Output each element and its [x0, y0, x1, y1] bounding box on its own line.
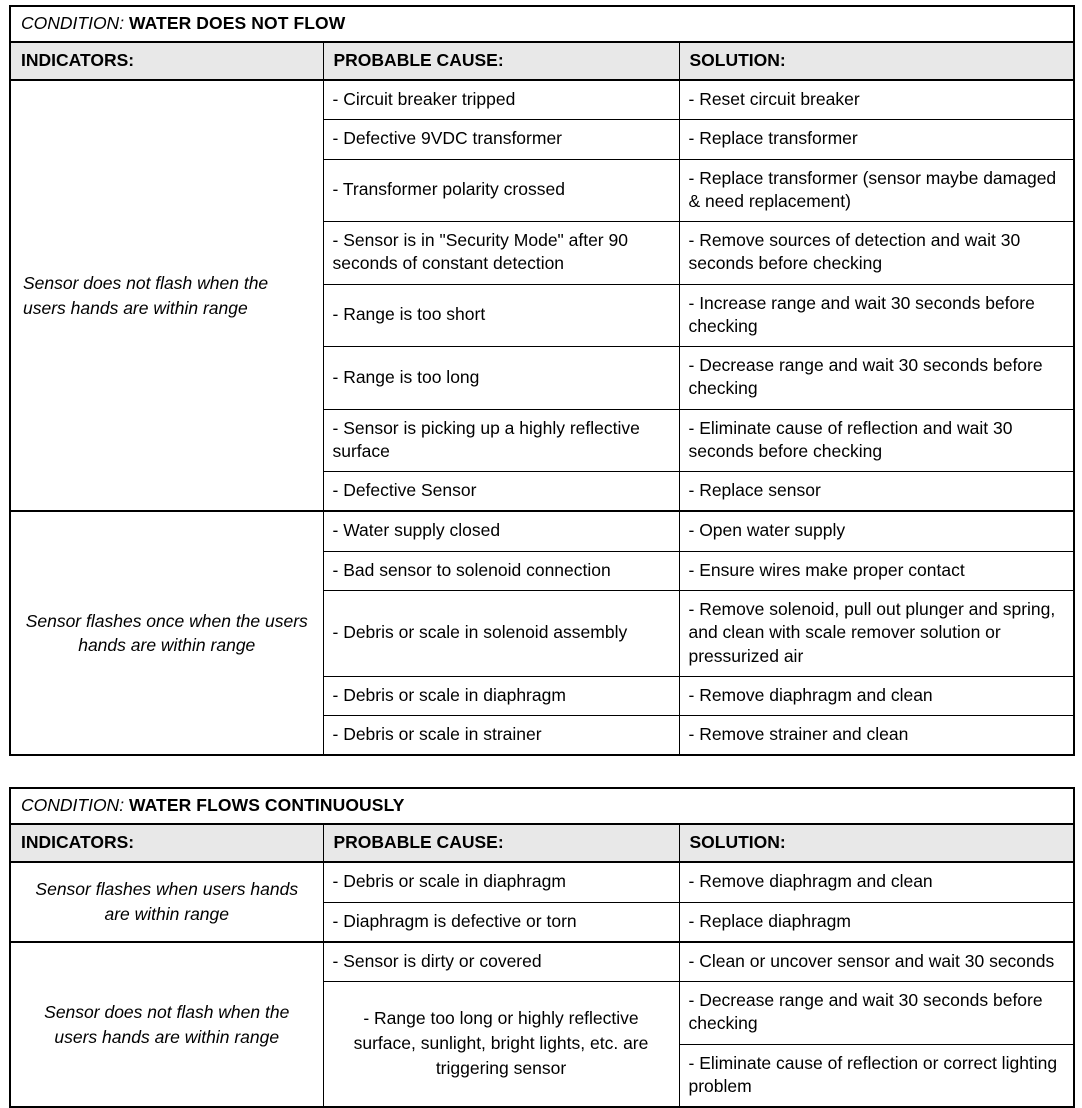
indicator-cell: Sensor does not flash when the users hands are within range: [10, 80, 323, 511]
probable-cause-cell: - Debris or scale in diaphragm: [323, 862, 679, 902]
condition-row: [10, 788, 1074, 824]
solution-cell: - Eliminate cause of reflection and wait 30 seconds before checking: [679, 409, 1074, 472]
column-header-row: [10, 824, 1074, 862]
probable-cause-cell: - Debris or scale in strainer: [323, 716, 679, 756]
solution-cell: - Remove sources of detection and wait 30 seconds before checking: [679, 222, 1074, 285]
solution-cell: - Decrease range and wait 30 seconds before checking: [679, 347, 1074, 410]
tables-container: [9, 5, 1074, 1108]
indicator-cell: Sensor flashes once when the users hands are within range: [10, 511, 323, 755]
solution-cell: - Eliminate cause of reflection or correct lighting problem: [679, 1044, 1074, 1107]
condition-cell: [10, 6, 1074, 42]
table-row: [10, 511, 1074, 551]
column-header-solution: SOLUTION:: [679, 42, 1074, 80]
condition-row: [10, 6, 1074, 42]
probable-cause-cell: - Range too long or highly reflective surface, sunlight, bright lights, etc. are triggering sensor: [323, 982, 679, 1108]
probable-cause-cell: - Water supply closed: [323, 511, 679, 551]
solution-cell: - Remove diaphragm and clean: [679, 862, 1074, 902]
probable-cause-cell: - Range is too short: [323, 284, 679, 347]
column-header-solution: SOLUTION:: [679, 824, 1074, 862]
probable-cause-cell: - Diaphragm is defective or torn: [323, 902, 679, 942]
solution-cell: - Remove solenoid, pull out plunger and spring, and clean with scale remover solution or pressurized air: [679, 591, 1074, 677]
solution-cell: - Replace transformer: [679, 120, 1074, 159]
condition-label: CONDITION:: [21, 13, 125, 33]
probable-cause-cell: - Circuit breaker tripped: [323, 80, 679, 120]
condition-cell: [10, 788, 1074, 824]
probable-cause-cell: - Bad sensor to solenoid connection: [323, 551, 679, 590]
condition-value: WATER FLOWS CONTINUOUSLY: [128, 795, 405, 816]
probable-cause-cell: - Sensor is picking up a highly reflective surface: [323, 409, 679, 472]
table-row: [10, 80, 1074, 120]
probable-cause-cell: - Defective Sensor: [323, 472, 679, 512]
column-header-probable-cause: PROBABLE CAUSE:: [323, 42, 679, 80]
column-header-indicators: INDICATORS:: [10, 824, 323, 862]
condition-label: CONDITION:: [21, 795, 125, 816]
column-header-row: [10, 42, 1074, 80]
solution-cell: - Remove strainer and clean: [679, 716, 1074, 756]
troubleshooting-table: [9, 5, 1075, 756]
probable-cause-cell: - Debris or scale in diaphragm: [323, 676, 679, 715]
solution-cell: - Reset circuit breaker: [679, 80, 1074, 120]
probable-cause-cell: - Transformer polarity crossed: [323, 159, 679, 222]
table-row: [10, 862, 1074, 902]
solution-cell: - Decrease range and wait 30 seconds before checking: [679, 982, 1074, 1045]
solution-cell: - Remove diaphragm and clean: [679, 676, 1074, 715]
table-row: [10, 942, 1074, 982]
solution-cell: - Replace transformer (sensor maybe damaged & need replacement): [679, 159, 1074, 222]
column-header-indicators: INDICATORS:: [10, 42, 323, 80]
solution-cell: - Increase range and wait 30 seconds before checking: [679, 284, 1074, 347]
solution-cell: - Ensure wires make proper contact: [679, 551, 1074, 590]
indicator-cell: Sensor flashes when users hands are within range: [10, 862, 323, 942]
column-header-probable-cause: PROBABLE CAUSE:: [323, 824, 679, 862]
solution-cell: - Clean or uncover sensor and wait 30 seconds: [679, 942, 1074, 982]
probable-cause-cell: - Debris or scale in solenoid assembly: [323, 591, 679, 677]
solution-cell: - Open water supply: [679, 511, 1074, 551]
probable-cause-cell: - Defective 9VDC transformer: [323, 120, 679, 159]
probable-cause-cell: - Sensor is dirty or covered: [323, 942, 679, 982]
troubleshooting-table: [9, 787, 1075, 1108]
solution-cell: - Replace sensor: [679, 472, 1074, 512]
probable-cause-cell: - Sensor is in "Security Mode" after 90 seconds of constant detection: [323, 222, 679, 285]
condition-value: WATER DOES NOT FLOW: [128, 13, 346, 33]
solution-cell: - Replace diaphragm: [679, 902, 1074, 942]
indicator-cell: Sensor does not flash when the users hands are within range: [10, 942, 323, 1107]
probable-cause-cell: - Range is too long: [323, 347, 679, 410]
